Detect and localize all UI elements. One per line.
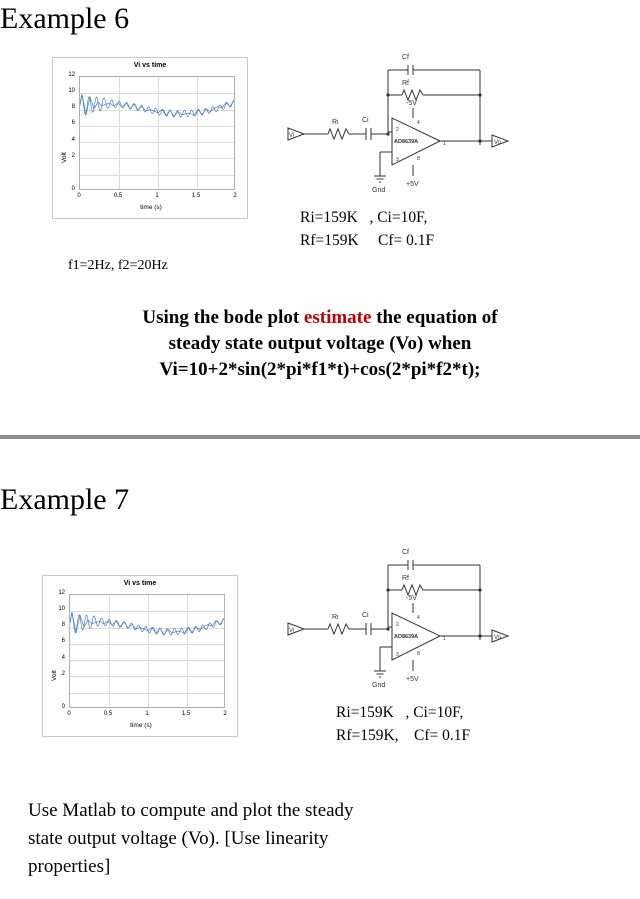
- chart1-ytick-2: 8: [71, 104, 75, 110]
- slide-example-6: [0, 0, 640, 440]
- label-pin1-2: 1: [443, 636, 446, 642]
- chart1-ytick-6: 0: [71, 186, 75, 192]
- chart1-ytick-3: 6: [71, 120, 75, 126]
- chart1-ytick-1: 10: [68, 88, 75, 94]
- chart2-xlabel: time (s): [130, 722, 152, 729]
- component-values-1-line2: Rf=159K Cf= 0.1F: [300, 232, 435, 249]
- label-pin3-1: 3: [396, 157, 399, 163]
- label-vpos-1: +5V: [406, 181, 419, 188]
- label-vo-2: Vo: [494, 635, 502, 641]
- chart1-xtick-2: 1: [155, 193, 159, 199]
- chart1-ytick-4: 4: [71, 137, 75, 143]
- page-title-example-7: Example 7: [0, 483, 130, 516]
- label-pin4-2: 4: [417, 615, 420, 621]
- component-values-2-line1: Ri=159K , Ci=10F,: [336, 704, 464, 721]
- chart1-xtick-1: 0.5: [113, 193, 123, 199]
- chart2-ytick-1: 10: [58, 606, 65, 612]
- chart2-xtick-4: 2: [223, 711, 227, 717]
- label-vi-1: Vi: [289, 133, 295, 139]
- component-values-1-line1: Ri=159K , Ci=10F,: [300, 209, 428, 226]
- chart-ylabel-2: Volt: [51, 670, 58, 681]
- waveform-chart-1: [52, 57, 248, 219]
- chart2-ytick-0: 12: [58, 590, 65, 596]
- prompt-1c: the equation of: [371, 307, 498, 328]
- chart-title-1: Vi vs time: [133, 62, 167, 69]
- label-pin8-2: 8: [417, 651, 420, 657]
- label-pin3-2: 3: [396, 652, 399, 658]
- chart2-xtick-1: 0.5: [103, 711, 113, 717]
- chart2-ytick-6: 0: [61, 704, 65, 710]
- chart1-ytick-5: 2: [71, 153, 75, 159]
- component-values-2-line2: Rf=159K, Cf= 0.1F: [336, 727, 471, 744]
- chart-title-2: Vi vs time: [123, 580, 157, 587]
- label-opamp-2: AD8639A: [394, 634, 419, 640]
- chart2-ytick-2: 8: [61, 622, 65, 628]
- label-vpos-2: +5V: [406, 676, 419, 683]
- prompt2-line-2: state output voltage (Vo). [Use linearity: [28, 828, 329, 849]
- waveform-trace-1: [80, 77, 235, 190]
- label-rf-2: Rf: [402, 575, 409, 582]
- label-cf-2: Cf: [402, 549, 409, 556]
- prompt-line-3: Vi=10+2*sin(2*pi*f1*t)+cos(2*pi*f2*t);: [159, 359, 481, 380]
- circuit-diagram-1: [280, 40, 520, 200]
- label-pin1-1: 1: [443, 141, 446, 147]
- chart1-xtick-4: 2: [233, 193, 237, 199]
- prompt-1b-estimate: estimate: [303, 307, 372, 328]
- label-cf-1: Cf: [402, 54, 409, 61]
- circuit-svg-2: [280, 535, 520, 695]
- chart2-xtick-2: 1: [145, 711, 149, 717]
- chart2-ytick-3: 6: [61, 638, 65, 644]
- plot-area-1: [79, 76, 235, 190]
- slide-divider: [0, 435, 640, 439]
- label-pin8-1: 8: [417, 156, 420, 162]
- prompt-1a: Using the bode plot: [142, 307, 304, 328]
- circuit-svg-1: [280, 40, 520, 200]
- chart1-ytick-0: 12: [68, 72, 75, 78]
- frequency-caption: f1=2Hz, f2=20Hz: [68, 258, 168, 273]
- chart2-ytick-4: 4: [61, 655, 65, 661]
- label-pin2-2: 2: [396, 622, 399, 628]
- label-ri-2: Ri: [332, 614, 339, 621]
- chart1-xlabel: time (s): [140, 204, 162, 211]
- chart1-xtick-3: 1.5: [191, 193, 201, 199]
- chart2-xtick-0: 0: [67, 711, 71, 717]
- chart2-xtick-3: 1.5: [181, 711, 191, 717]
- label-vo-1: Vo: [494, 140, 502, 146]
- label-ci-1: Ci: [362, 117, 369, 124]
- label-vneg-1: -5V: [406, 100, 417, 107]
- label-gnd-1: Gnd: [372, 187, 386, 194]
- label-vi-2: Vi: [289, 628, 295, 634]
- chart1-xtick-0: 0: [77, 193, 81, 199]
- label-ci-2: Ci: [362, 612, 369, 619]
- prompt-line-2: steady state output voltage (Vo) when: [168, 333, 472, 354]
- slide-example-7: [0, 455, 640, 899]
- prompt-line-1: [0, 305, 640, 331]
- prompt2-line-1: Use Matlab to compute and plot the steady: [28, 800, 354, 821]
- waveform-trace-2: [70, 595, 225, 708]
- label-ri-1: Ri: [332, 119, 339, 126]
- label-vneg-2: -5V: [406, 595, 417, 602]
- prompt2-line-3: properties]: [28, 856, 111, 877]
- plot-area-2: [69, 594, 225, 708]
- label-pin2-1: 2: [396, 127, 399, 133]
- chart2-ytick-5: 2: [61, 671, 65, 677]
- chart-ylabel-1: Volt: [61, 152, 68, 163]
- waveform-chart-2: [42, 575, 238, 737]
- label-gnd-2: Gnd: [372, 682, 386, 689]
- page-title-example-6: Example 6: [0, 2, 130, 35]
- label-rf-1: Rf: [402, 80, 409, 87]
- label-pin4-1: 4: [417, 120, 420, 126]
- label-opamp-1: AD8639A: [394, 139, 419, 145]
- circuit-diagram-2: [280, 535, 520, 695]
